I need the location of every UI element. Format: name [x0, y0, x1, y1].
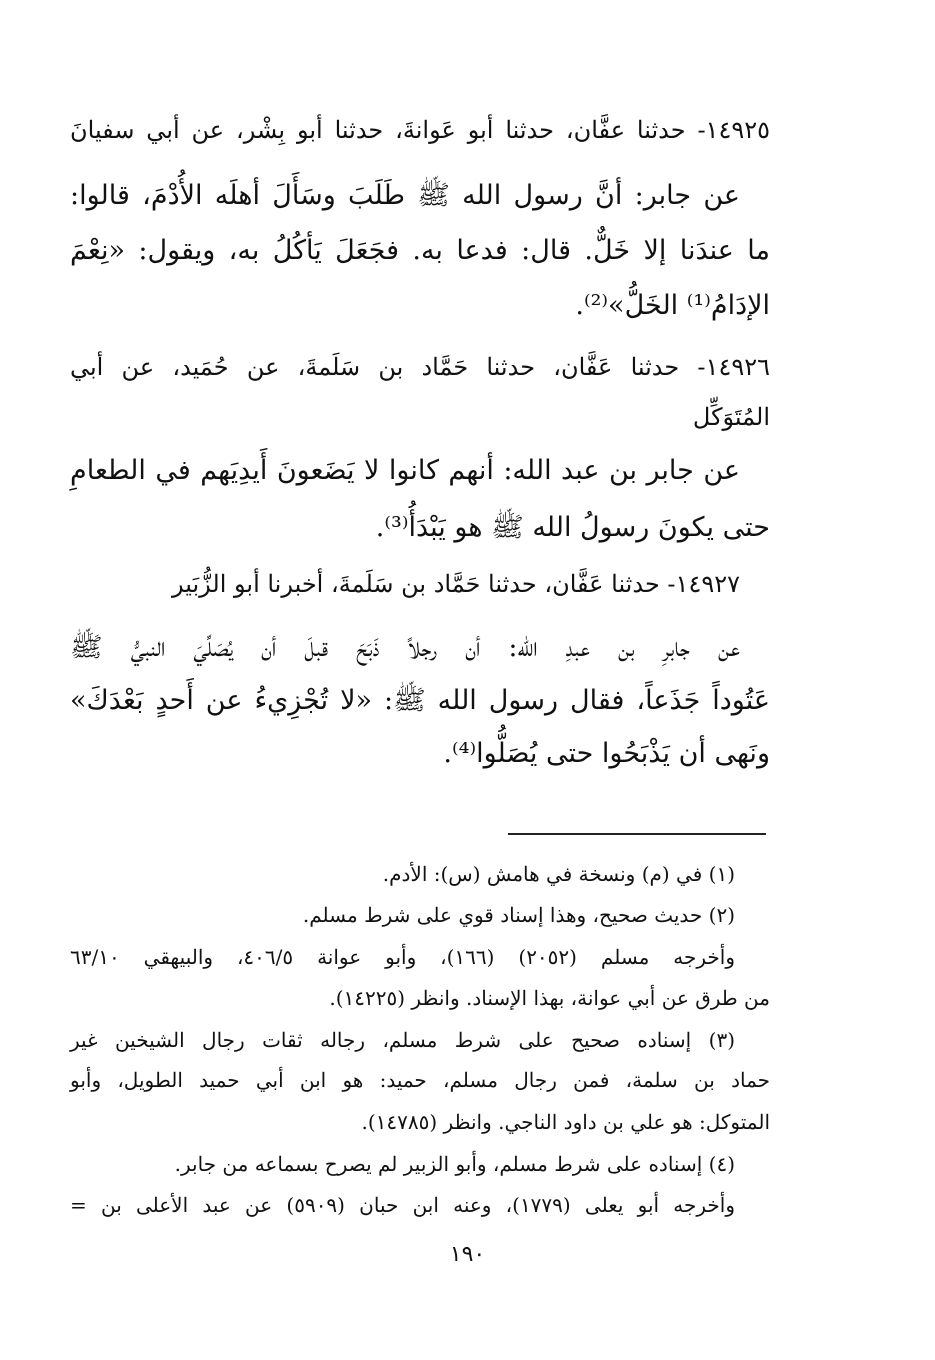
footnote-2-line3: من طرق عن أبي عوانة، بهذا الإسناد. وانظر (١٤٢٢٥).	[329, 986, 770, 1010]
footnote-1: (١) في (م) ونسخة في هامش (س): الأدم.	[382, 862, 735, 886]
footnote-3-line1: (٣) إسناده صحيح على شرط مسلم، رجاله ثقات رجال الشيخين غير	[70, 1028, 735, 1052]
hadith-14926-matn-line1: عن جابر بن عبد الله: أنهم كانوا لا يَضَعونَ أَيدِيَهم في الطعامِ	[70, 455, 740, 486]
footnote-separator	[508, 833, 766, 835]
hadith-14927-matn-line2: عَتُوداً جَذَعاً، فقال رسول الله ﷺ: «لا تُجْزِيءُ عن أَحدٍ بَعْدَكَ»	[70, 685, 770, 716]
hadith-14927-isnad: ١٤٩٢٧- حدثنا عَفَّان، حدثنا حَمَّاد بن سَلَمةَ، أخبرنا أبو الزُّبَير	[171, 570, 740, 598]
hadith-14926-isnad-line1: ١٤٩٢٦- حدثنا عَفَّان، حدثنا حَمَّاد بن سَلَمةَ، عن حُمَيد، عن أبي	[70, 353, 770, 381]
footnote-3-line3: المتوكل: هو علي بن داود الناجي. وانظر (١٤٧٨٥).	[361, 1110, 770, 1134]
footnote-2-line2: وأخرجه مسلم (٢٠٥٢) (١٦٦)، وأبو عوانة ٤٠٦/٥، والبيهقي ٦٣/١٠	[70, 945, 735, 969]
footnote-2-line1: (٢) حديث صحيح، وهذا إسناد قوي على شرط مسلم.	[302, 903, 735, 927]
hadith-14925-isnad: ١٤٩٢٥- حدثنا عفَّان، حدثنا أبو عَوانةَ، حدثنا أبو بِشْر، عن أبي سفيانَ	[70, 116, 770, 144]
footnote-3-line2: حماد بن سلمة، فمن رجال مسلم، حميد: هو ابن أبي حميد الطويل، وأبو	[70, 1068, 770, 1092]
hadith-14927-matn-line1: عن جابرِ بن عبدِ الله: أن رجلاً ذَبَحَ قبلَ أن يُصَلِّيَ النبيُّ ﷺ	[70, 632, 740, 663]
hadith-14926-isnad-line2: المُتَوَكِّل	[692, 403, 770, 431]
page-number: ١٩٠	[449, 1242, 486, 1267]
hadith-14927-matn-line3: ونَهى أن يَذْبَحُوا حتى يُصَلُّوا⁽⁴⁾.	[443, 738, 770, 769]
hadith-14925-matn-line3: الإدَامُ⁽¹⁾ الخَلُّ»⁽²⁾.	[575, 290, 770, 321]
hadith-14926-matn-line2: حتى يكونَ رسولُ الله ﷺ هو يَبْدَأُ⁽³⁾.	[375, 512, 770, 543]
hadith-14925-matn-line1: عن جابر: أنَّ رسول الله ﷺ طَلَبَ وسَأَلَ أهلَه الأُدْمَ، قالوا:	[70, 180, 740, 211]
footnote-4-line1: (٤) إسناده على شرط مسلم، وأبو الزبير لم يصرح بسماعه من جابر.	[174, 1152, 735, 1176]
footnote-4-line2: وأخرجه أبو يعلى (١٧٧٩)، وعنه ابن حبان (٥٩٠٩) عن عبد الأعلى بن =	[70, 1193, 735, 1217]
hadith-14925-matn-line2: ما عندَنا إلا خَلٌّ. قال: فدعا به. فجَعَلَ يَأكُلُ به، ويقول: «نِعْمَ	[70, 235, 770, 266]
